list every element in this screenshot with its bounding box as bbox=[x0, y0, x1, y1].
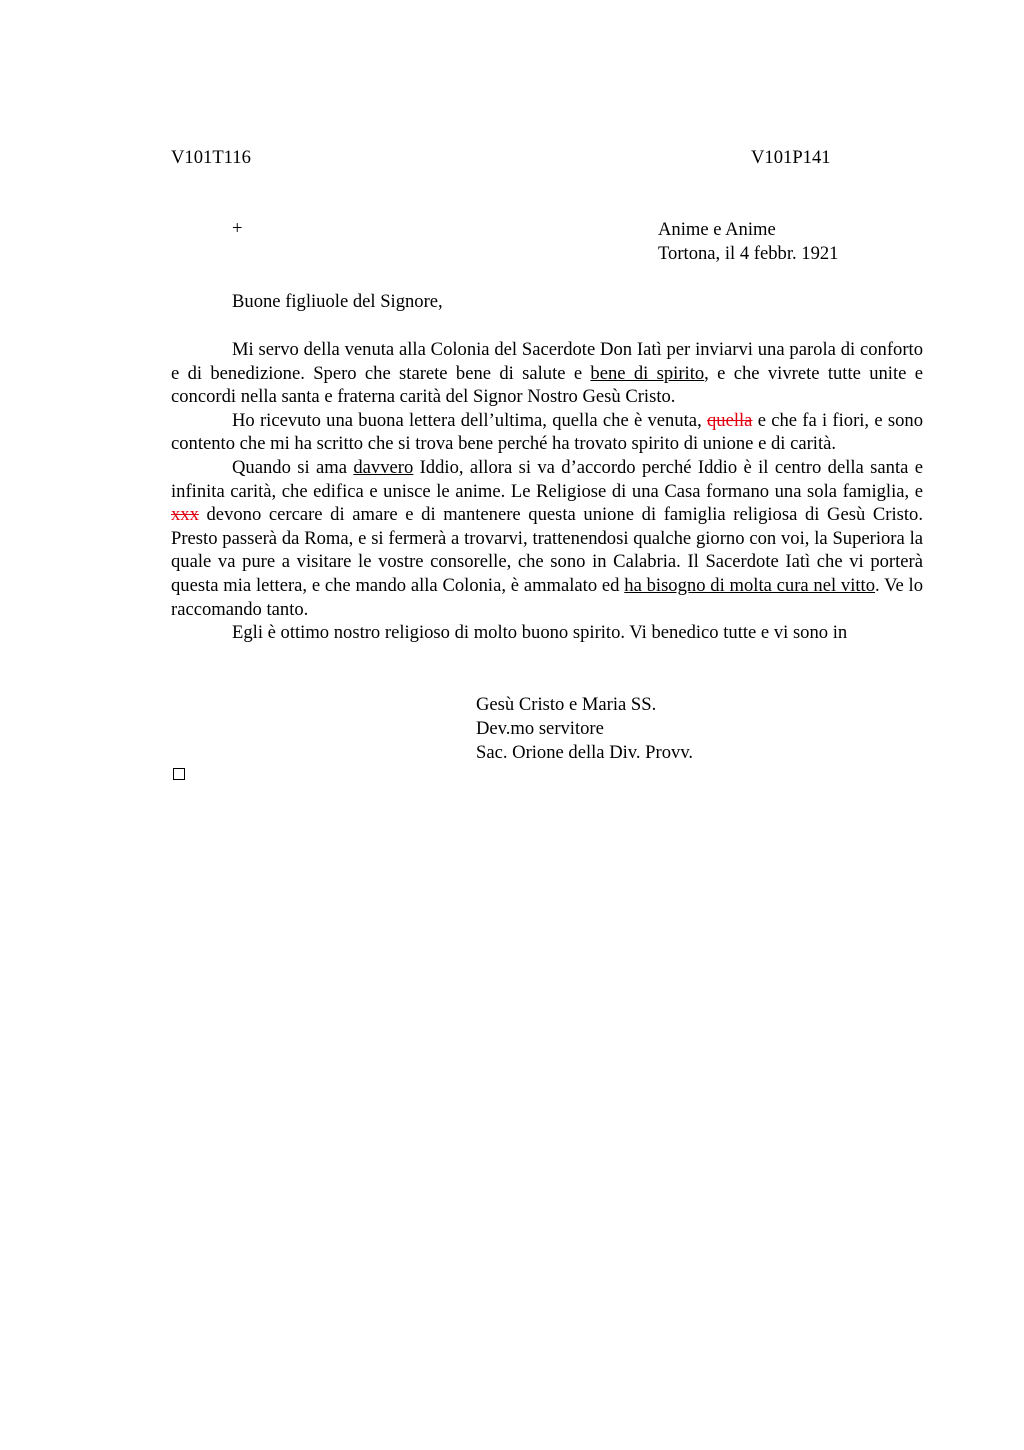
cross-symbol: + bbox=[232, 218, 243, 239]
text-run: devono cercare di amare e di mantenere questa unione di famiglia religiosa di Gesù Cristo. Presto passerà da Roma, e si fermerà a trovarvi, trattenendosi qualche giorno con voi, la Superiora la quale va pure a visitare le vostre consorelle, che sono in Calabria. Il Sacerdote Iatì che vi porterà questa mia lettera, e che mando alla Colonia, è ammalato ed bbox=[171, 504, 923, 596]
document-id-left: V101T116 bbox=[171, 147, 251, 168]
document-id-right: V101P141 bbox=[751, 147, 831, 168]
closing-line: Gesù Cristo e Maria SS. bbox=[476, 694, 657, 715]
deleted-text: xxx bbox=[171, 504, 199, 526]
square-box-icon bbox=[173, 768, 185, 780]
text-run: . Ve lo raccomando tanto. bbox=[171, 574, 923, 620]
closing-line: Dev.mo servitore bbox=[476, 718, 604, 739]
underlined-text: davvero bbox=[353, 456, 414, 478]
letter-heading bbox=[658, 218, 838, 266]
paragraph bbox=[171, 621, 923, 645]
paragraph bbox=[171, 409, 923, 456]
deleted-text: quella bbox=[706, 409, 753, 431]
salutation: Buone figliuole del Signore, bbox=[232, 291, 443, 312]
motto: Anime e Anime bbox=[658, 219, 776, 240]
place-date: Tortona, il 4 febbr. 1921 bbox=[658, 243, 839, 264]
text-run: , e che vivrete tutte unite e concordi nella santa e fraterna carità del Signor Nostro Gesù Cristo. bbox=[171, 362, 923, 408]
text-run: Quando si ama bbox=[232, 456, 354, 478]
signature-line: Sac. Orione della Div. Provv. bbox=[476, 742, 694, 763]
underlined-text: ha bisogno di molta cura nel vitto bbox=[624, 574, 876, 596]
text-run: Egli è ottimo nostro religioso di molto buono spirito. Vi benedico tutte e vi sono in bbox=[232, 622, 848, 644]
text-run: e che fa i fiori, e sono contento che mi ha scritto che si trova bene perché ha trovato spirito di unione e di carità. bbox=[171, 409, 923, 455]
text-run: Ho ricevuto una buona lettera dell’ultima, quella che è venuta, bbox=[232, 409, 707, 431]
letter-body bbox=[171, 338, 923, 645]
underlined-text: bene di spirito bbox=[590, 362, 705, 384]
paragraph bbox=[171, 338, 923, 409]
text-run: Iddio, allora si va d’accordo perché Iddio è il centro della santa e infinita carità, che edifica e unisce le anime. Le Religiose di una Casa formano una sola famiglia, e bbox=[171, 456, 923, 502]
text-run: Mi servo della venuta alla Colonia del Sacerdote Don Iatì per inviarvi una parola di conforto e di benedizione. Spero che starete bene di salute e bbox=[171, 339, 923, 384]
paragraph bbox=[171, 456, 923, 621]
closing-signature bbox=[476, 693, 693, 765]
